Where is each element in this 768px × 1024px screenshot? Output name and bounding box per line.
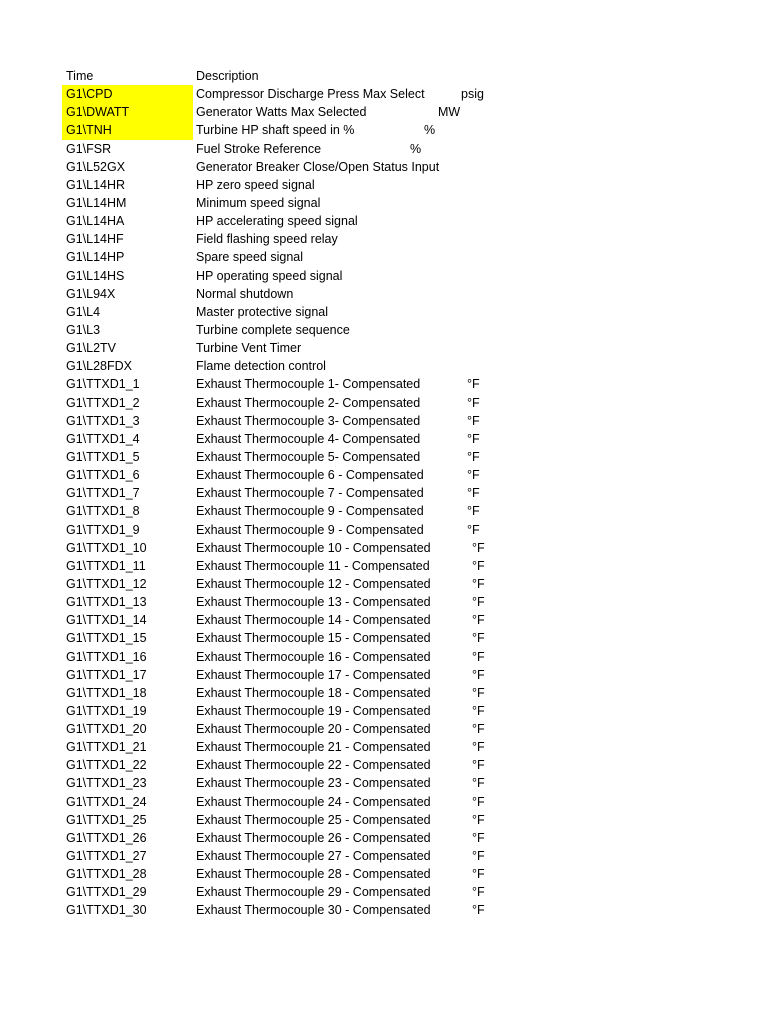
description-cell[interactable]: Compressor Discharge Press Max Select	[196, 87, 425, 102]
header-row	[0, 67, 768, 85]
table-row	[0, 756, 768, 774]
table-row	[0, 248, 768, 266]
description-cell[interactable]: Exhaust Thermocouple 5- Compensated	[196, 449, 421, 464]
tag-cell[interactable]: G1\L14HR	[66, 177, 126, 192]
tag-cell[interactable]: G1\L14HF	[66, 232, 124, 247]
tag-cell[interactable]: G1\TTXD1_4	[66, 431, 140, 446]
description-cell[interactable]: Spare speed signal	[196, 250, 304, 265]
tag-cell[interactable]: G1\TTXD1_8	[66, 504, 140, 519]
tag-cell[interactable]: G1\TTXD1_26	[66, 830, 147, 845]
tag-cell[interactable]: G1\TTXD1_22	[66, 758, 147, 773]
tag-cell[interactable]: G1\TTXD1_11	[66, 558, 146, 573]
description-cell[interactable]: Minimum speed signal	[196, 195, 321, 210]
tag-cell[interactable]: G1\TTXD1_16	[66, 649, 147, 664]
unit-cell[interactable]: °F	[472, 667, 485, 682]
tag-cell[interactable]: G1\L2TV	[66, 341, 117, 356]
description-cell[interactable]: Turbine complete sequence	[196, 322, 350, 337]
tag-cell[interactable]: G1\L28FDX	[66, 359, 133, 374]
table-row	[0, 285, 768, 303]
table-row	[0, 484, 768, 502]
description-cell[interactable]: HP operating speed signal	[196, 268, 343, 283]
tag-cell[interactable]: G1\DWATT	[62, 103, 193, 121]
unit-cell[interactable]: °F	[467, 504, 480, 519]
unit-cell[interactable]: °F	[467, 413, 480, 428]
unit-cell[interactable]: °F	[472, 758, 485, 773]
table-row	[0, 575, 768, 593]
unit-cell[interactable]: °F	[472, 540, 485, 555]
tag-cell[interactable]: G1\L3	[66, 322, 101, 337]
tag-cell[interactable]: G1\TTXD1_10	[66, 540, 147, 555]
unit-cell[interactable]: °F	[472, 631, 485, 646]
tag-cell[interactable]: G1\TTXD1_3	[66, 413, 140, 428]
unit-cell[interactable]: %	[424, 123, 436, 138]
description-cell[interactable]: Exhaust Thermocouple 1- Compensated	[196, 377, 421, 392]
table-row	[0, 267, 768, 285]
table-row	[0, 557, 768, 575]
unit-cell[interactable]: °F	[467, 449, 480, 464]
table-row	[0, 448, 768, 466]
tag-cell[interactable]: G1\TTXD1_15	[66, 631, 147, 646]
table-row	[0, 539, 768, 557]
table-row	[0, 811, 768, 829]
unit-cell[interactable]: MW	[438, 105, 461, 120]
tag-cell[interactable]: G1\TTXD1_20	[66, 722, 147, 737]
description-cell[interactable]: Exhaust Thermocouple 22 - Compensated	[196, 758, 431, 773]
tag-cell[interactable]: G1\TTXD1_5	[66, 449, 140, 464]
description-cell[interactable]: Exhaust Thermocouple 12 - Compensated	[196, 576, 431, 591]
description-cell[interactable]: Exhaust Thermocouple 2- Compensated	[196, 395, 421, 410]
description-cell[interactable]: Exhaust Thermocouple 15 - Compensated	[196, 631, 431, 646]
table-row	[0, 738, 768, 756]
tag-cell[interactable]: G1\TTXD1_30	[66, 903, 147, 918]
description-cell[interactable]: Exhaust Thermocouple 29 - Compensated	[196, 885, 431, 900]
table-row	[0, 176, 768, 194]
tag-cell[interactable]: G1\TTXD1_25	[66, 812, 147, 827]
tag-cell[interactable]: G1\TTXD1_23	[66, 776, 147, 791]
table-row	[0, 140, 768, 158]
table-row	[0, 85, 768, 103]
description-cell[interactable]: Exhaust Thermocouple 3- Compensated	[196, 413, 421, 428]
unit-cell[interactable]: %	[410, 141, 422, 156]
table-row	[0, 684, 768, 702]
tag-cell[interactable]: G1\TTXD1_18	[66, 685, 147, 700]
unit-cell[interactable]: °F	[472, 685, 485, 700]
tag-cell[interactable]: G1\L14HS	[66, 268, 125, 283]
description-cell[interactable]: Fuel Stroke Reference	[196, 141, 322, 156]
description-cell[interactable]: Exhaust Thermocouple 19 - Compensated	[196, 703, 431, 718]
description-cell[interactable]: Normal shutdown	[196, 286, 294, 301]
description-cell[interactable]: Exhaust Thermocouple 9 - Compensated	[196, 504, 424, 519]
unit-cell[interactable]: °F	[472, 830, 485, 845]
tag-cell[interactable]: G1\TTXD1_19	[66, 703, 147, 718]
unit-cell[interactable]: °F	[472, 649, 485, 664]
spreadsheet	[0, 67, 768, 920]
tag-cell[interactable]: G1\TTXD1_14	[66, 613, 147, 628]
tag-cell[interactable]: G1\L4	[66, 304, 101, 319]
table-row	[0, 412, 768, 430]
unit-cell[interactable]: °F	[467, 486, 480, 501]
description-cell[interactable]: Exhaust Thermocouple 4- Compensated	[196, 431, 421, 446]
unit-cell[interactable]: °F	[472, 613, 485, 628]
description-cell[interactable]: Exhaust Thermocouple 14 - Compensated	[196, 613, 431, 628]
description-cell[interactable]: Exhaust Thermocouple 23 - Compensated	[196, 776, 431, 791]
unit-cell[interactable]: psig	[461, 87, 484, 102]
table-row	[0, 883, 768, 901]
table-row	[0, 430, 768, 448]
description-cell[interactable]: Exhaust Thermocouple 21 - Compensated	[196, 740, 431, 755]
table-row	[0, 357, 768, 375]
tag-cell[interactable]: G1\TTXD1_13	[66, 595, 147, 610]
description-cell[interactable]: Exhaust Thermocouple 11 - Compensated	[196, 558, 430, 573]
unit-cell[interactable]: °F	[467, 395, 480, 410]
unit-cell[interactable]: °F	[467, 522, 480, 537]
tag-cell[interactable]: G1\L94X	[66, 286, 116, 301]
description-cell[interactable]: Generator Breaker Close/Open Status Input	[196, 159, 440, 174]
table-row	[0, 103, 768, 121]
header-description-cell[interactable]: Description	[196, 69, 259, 83]
unit-cell[interactable]: °F	[472, 812, 485, 827]
table-row	[0, 593, 768, 611]
table-row	[0, 611, 768, 629]
table-row	[0, 502, 768, 520]
data-rows	[0, 85, 768, 919]
tag-cell[interactable]: G1\L14HM	[66, 195, 127, 210]
table-row	[0, 394, 768, 412]
unit-cell[interactable]: °F	[472, 703, 485, 718]
description-cell[interactable]: Exhaust Thermocouple 17 - Compensated	[196, 667, 431, 682]
table-row	[0, 339, 768, 357]
tag-cell[interactable]: G1\TTXD1_9	[66, 522, 140, 537]
description-cell[interactable]: Field flashing speed relay	[196, 232, 338, 247]
description-cell[interactable]: Exhaust Thermocouple 24 - Compensated	[196, 794, 431, 809]
tag-cell[interactable]: G1\FSR	[66, 141, 112, 156]
tag-cell[interactable]: G1\TTXD1_2	[66, 395, 140, 410]
unit-cell[interactable]: °F	[472, 776, 485, 791]
table-row	[0, 793, 768, 811]
table-row	[0, 466, 768, 484]
description-cell[interactable]: HP zero speed signal	[196, 177, 315, 192]
description-cell[interactable]: Exhaust Thermocouple 25 - Compensated	[196, 812, 431, 827]
tag-cell[interactable]: G1\TTXD1_6	[66, 468, 140, 483]
description-cell[interactable]: Exhaust Thermocouple 20 - Compensated	[196, 722, 431, 737]
unit-cell[interactable]: °F	[472, 558, 485, 573]
unit-cell[interactable]: °F	[472, 740, 485, 755]
table-row	[0, 375, 768, 393]
tag-cell[interactable]: G1\L14HA	[66, 214, 125, 229]
table-row	[0, 666, 768, 684]
tag-cell[interactable]: G1\TTXD1_12	[66, 576, 147, 591]
table-row	[0, 720, 768, 738]
table-row	[0, 121, 768, 139]
unit-cell[interactable]: °F	[467, 431, 480, 446]
tag-cell[interactable]: G1\L52GX	[66, 159, 126, 174]
tag-cell[interactable]: G1\TTXD1_28	[66, 867, 147, 882]
tag-cell[interactable]: G1\L14HP	[66, 250, 125, 265]
table-row	[0, 829, 768, 847]
unit-cell[interactable]: °F	[467, 377, 480, 392]
unit-cell[interactable]: °F	[472, 576, 485, 591]
description-cell[interactable]: Generator Watts Max Selected	[196, 105, 367, 120]
tag-cell[interactable]: G1\TTXD1_7	[66, 486, 140, 501]
description-cell[interactable]: Exhaust Thermocouple 10 - Compensated	[196, 540, 431, 555]
tag-cell[interactable]: G1\TTXD1_24	[66, 794, 147, 809]
table-row	[0, 230, 768, 248]
tag-cell[interactable]: G1\TTXD1_29	[66, 885, 147, 900]
description-cell[interactable]: Master protective signal	[196, 304, 329, 319]
table-row	[0, 321, 768, 339]
table-row	[0, 847, 768, 865]
description-cell[interactable]: Exhaust Thermocouple 18 - Compensated	[196, 685, 431, 700]
unit-cell[interactable]: °F	[472, 903, 485, 918]
tag-cell[interactable]: G1\TNH	[62, 121, 193, 139]
unit-cell[interactable]: °F	[472, 595, 485, 610]
tag-cell[interactable]: G1\TTXD1_27	[66, 849, 147, 864]
description-cell[interactable]: Exhaust Thermocouple 16 - Compensated	[196, 649, 431, 664]
unit-cell[interactable]: °F	[472, 849, 485, 864]
table-row	[0, 158, 768, 176]
table-row	[0, 303, 768, 321]
table-row	[0, 774, 768, 792]
tag-cell[interactable]: G1\TTXD1_21	[66, 740, 147, 755]
tag-cell[interactable]: G1\TTXD1_17	[66, 667, 147, 682]
unit-cell[interactable]: °F	[472, 722, 485, 737]
table-row	[0, 212, 768, 230]
table-row	[0, 702, 768, 720]
unit-cell[interactable]: °F	[472, 794, 485, 809]
description-cell[interactable]: Exhaust Thermocouple 27 - Compensated	[196, 849, 431, 864]
description-cell[interactable]: Exhaust Thermocouple 7 - Compensated	[196, 486, 424, 501]
table-row	[0, 629, 768, 647]
tag-cell[interactable]: G1\TTXD1_1	[66, 377, 140, 392]
tag-cell[interactable]: G1\CPD	[62, 85, 193, 103]
table-row	[0, 521, 768, 539]
description-cell[interactable]: Exhaust Thermocouple 26 - Compensated	[196, 830, 431, 845]
unit-cell[interactable]: °F	[467, 468, 480, 483]
description-cell[interactable]: Exhaust Thermocouple 6 - Compensated	[196, 468, 424, 483]
description-cell[interactable]: HP accelerating speed signal	[196, 214, 358, 229]
table-row	[0, 194, 768, 212]
unit-cell[interactable]: °F	[472, 885, 485, 900]
table-row	[0, 648, 768, 666]
description-cell[interactable]: Turbine HP shaft speed in %	[196, 123, 355, 138]
description-cell[interactable]: Turbine Vent Timer	[196, 341, 302, 356]
description-cell[interactable]: Exhaust Thermocouple 13 - Compensated	[196, 595, 431, 610]
description-cell[interactable]: Exhaust Thermocouple 9 - Compensated	[196, 522, 424, 537]
table-row	[0, 865, 768, 883]
header-time-cell[interactable]: Time	[66, 69, 94, 83]
description-cell[interactable]: Exhaust Thermocouple 28 - Compensated	[196, 867, 431, 882]
unit-cell[interactable]: °F	[472, 867, 485, 882]
table-row	[0, 901, 768, 919]
description-cell[interactable]: Flame detection control	[196, 359, 326, 374]
description-cell[interactable]: Exhaust Thermocouple 30 - Compensated	[196, 903, 431, 918]
